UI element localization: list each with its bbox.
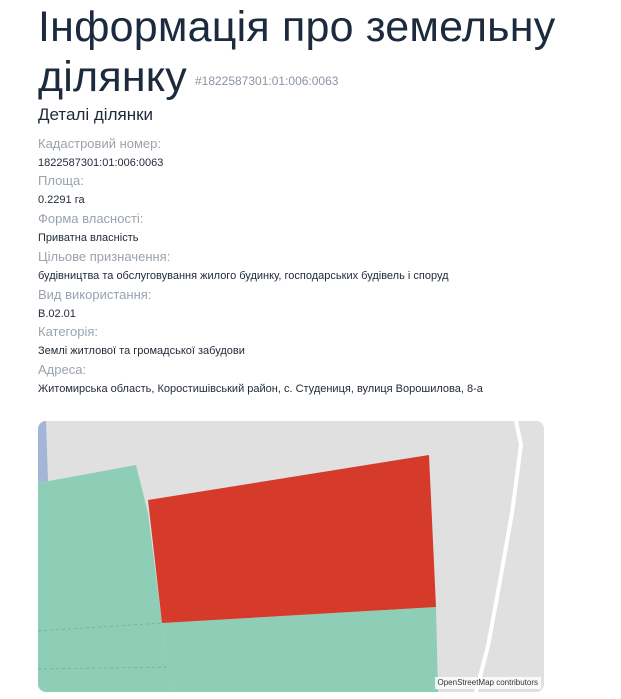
field-value: В.02.01: [38, 308, 76, 320]
parcel-id-tag: #1822587301:01:006:0063: [194, 74, 339, 88]
field-cadastral-number: [38, 136, 163, 170]
field-label: Вид використання:: [38, 287, 152, 302]
field-label: Адреса:: [38, 362, 87, 377]
field-label: Категорія:: [38, 324, 99, 339]
map-attribution[interactable]: OpenStreetMap contributors: [435, 677, 542, 689]
field-category: [38, 324, 245, 358]
field-label: Цільове призначення:: [38, 249, 171, 264]
field-address: [38, 362, 483, 396]
field-area: [38, 173, 85, 207]
field-value: Житомирська область, Коростишівський район, с. Студениця, вулиця Ворошилова, 8-а: [38, 383, 483, 395]
field-value: Приватна власність: [38, 232, 139, 244]
field-value: 0.2291 га: [38, 194, 85, 206]
page-title-text: Інформація про земельну ділянку: [38, 3, 556, 101]
parcel-map[interactable]: [38, 421, 544, 692]
field-value: Землі житлової та громадської забудови: [38, 345, 245, 357]
page-title: [38, 2, 598, 106]
map-canvas[interactable]: [38, 421, 544, 692]
field-label: Форма власності:: [38, 211, 144, 226]
field-label: Кадастровий номер:: [38, 136, 161, 151]
field-label: Площа:: [38, 173, 84, 188]
field-ownership-form: [38, 211, 143, 245]
field-purpose: [38, 249, 449, 283]
field-value: будівництва та обслуговування жилого будинку, господарських будівель і споруд: [38, 270, 449, 282]
field-usage-type: [38, 287, 151, 321]
details-heading: Деталі ділянки: [38, 105, 154, 124]
field-value: 1822587301:01:006:0063: [38, 157, 164, 169]
